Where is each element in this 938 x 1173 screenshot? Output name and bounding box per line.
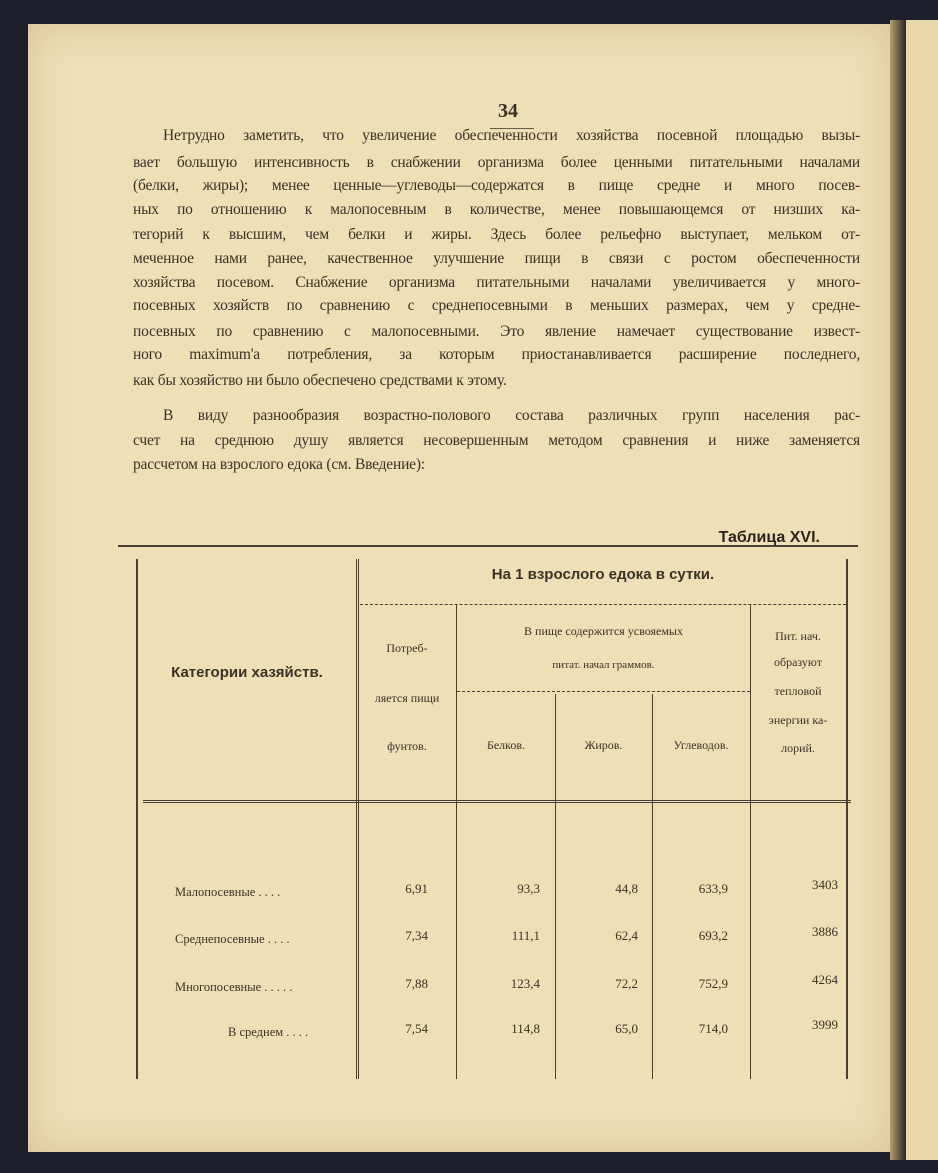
text-line: посевных хозяйств по сравнению с среднепосевными в меньших размерах, чем у средне- [133,297,860,314]
table-cell: 693,2 [698,928,728,943]
table-cell: 3999 [812,1017,838,1032]
text-line: как бы хозяйство ни было обеспечено средствами к этому. [133,372,507,389]
table-cell: 62,4 [615,928,638,943]
proteins-header: Белков. [486,738,526,752]
category-header: Категории хазяйств. [171,664,323,681]
table-cell: 111,1 [511,928,540,943]
table-title: Таблица XVI. [718,529,820,546]
text-line: хозяйства посевом. Снабжение организма питательными началами увеличивается у много- [133,274,860,291]
contains-header-line: В пище содержится усвояемых [524,624,683,638]
header-rule [360,604,846,605]
text-line: В виду разнообразия возрастно-полового состава различных групп населения рас- [163,407,860,424]
consumption-header-line: Потреб- [386,641,428,655]
column-divider [750,604,751,1079]
table-cell: 3403 [812,877,838,892]
table-cell: 7,54 [405,1021,428,1036]
text-line: тегорий к высшим, чем белки и жиры. Здесь более рельефно выступает, мельком от- [133,226,860,243]
next-page-edge [906,20,938,1160]
row-category: Среднепосевные . . . . [175,932,290,946]
consumption-header-line: фунтов. [387,739,427,753]
table-cell: 752,9 [698,976,728,991]
fats-header: Жиров. [584,738,623,752]
table-cell: 714,0 [698,1021,728,1036]
table-cell: 633,9 [698,881,728,896]
row-category: Малопосевные . . . . [175,885,281,899]
table-cell: 6,91 [405,881,428,896]
book-gutter [890,20,906,1160]
table-cell: 3886 [812,924,838,939]
table-cell: 72,2 [615,976,638,991]
header-bottom-rule [143,800,851,803]
row-category: В среднем . . . . [228,1025,309,1039]
text-line: рассчетом на взрослого едока (см. Введение): [133,456,425,473]
table-left-border [136,559,138,1079]
table-cell: 7,34 [405,928,428,943]
energy-header-line: образуют [774,655,822,669]
table-cell: 44,8 [615,881,638,896]
table-cell: 7,88 [405,976,428,991]
table-cell: 114,8 [511,1021,540,1036]
text-line: счет на среднюю душу является несовершенным методом сравнения и ниже заменяется [133,432,860,449]
energy-header-line: тепловой [774,684,822,698]
document-page [28,24,890,1152]
row-category: Многопосевные . . . . . [175,980,293,994]
text-line: (белки, жиры); менее ценные—углеводы—содержатся в пище средне и много посев- [133,177,860,194]
contains-header-line: питат. начал граммов. [552,659,655,671]
table-top-rule [118,545,858,547]
table-right-border [846,559,848,1079]
table-cell: 123,4 [510,976,540,991]
table-cell: 4264 [812,972,838,987]
category-column-divider [356,559,359,1079]
text-line: ных по отношению к малопосевным в количестве, менее повышающемся от низших ка- [133,201,860,218]
carbs-header: Углеводов. [673,738,729,752]
text-line: вает большую интенсивность в снабжении организма более ценными питательными началами [133,154,860,171]
page-number: 34 [498,100,518,122]
group-header: На 1 взрослого едока в сутки. [491,566,715,583]
energy-header-line: Пит. нач. [775,629,821,643]
table-cell: 65,0 [615,1021,638,1036]
energy-header-line: лорий. [781,741,815,755]
consumption-header-line: ляется пищи [374,691,440,705]
column-divider [456,604,457,1079]
subheader-rule [457,691,750,692]
text-line: меченное нами ранее, качественное улучшение пищи в связи с ростом обеспеченности [133,250,860,267]
text-line: ного maximum'a потребления, за которым приостанавливается расширение последнего, [133,346,860,363]
table-cell: 93,3 [517,881,540,896]
text-line: посевных по сравнению с малопосевными. Это явление намечает существование извест- [133,323,860,340]
energy-header-line: энергии ка- [768,713,828,727]
text-line: Нетрудно заметить, что увеличение обеспеченности хозяйства посевной площадью вызы- [163,127,860,144]
